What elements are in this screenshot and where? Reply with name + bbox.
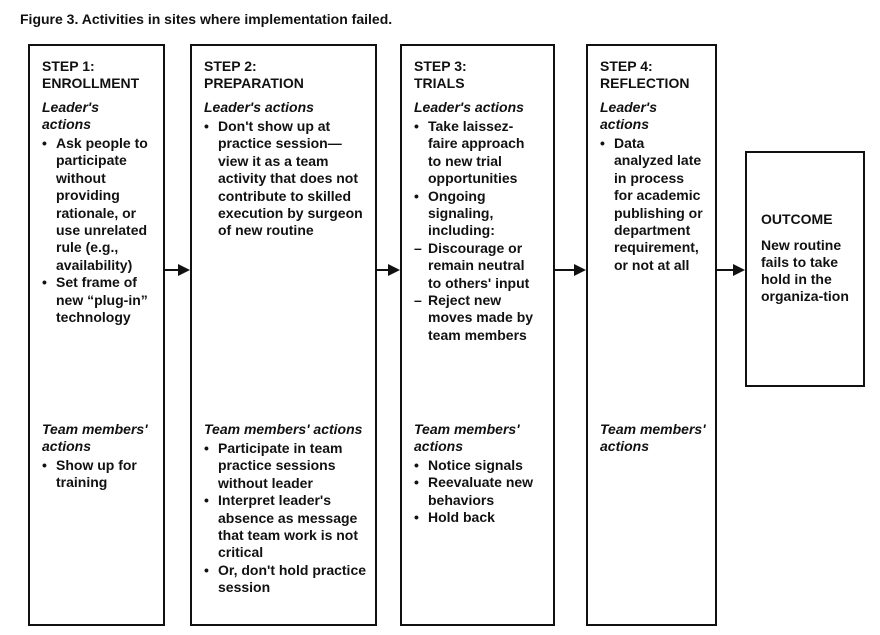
step-4-leader-label: Leader's actions [600, 99, 658, 132]
step-4-leader-item: • Data analyzed late in process for academic publishing or department requirement, or not at all [600, 135, 703, 274]
step-3-team-item: • Hold back [414, 509, 545, 526]
figure-title: Figure 3. Activities in sites where implementation failed. [20, 11, 393, 27]
step-2-team-item: • Or, don't hold practice session [204, 562, 367, 597]
step-1-leader-item: • Set frame of new “plug-in” technology [42, 274, 151, 326]
step-1-team-label: Team members' actions [42, 421, 148, 454]
arrow-step2-to-step3 [377, 264, 400, 276]
step-3-leader-item: • Ongoing signaling, including: [414, 188, 541, 240]
step-3-leader-item: – Discourage or remain neutral to others' input [414, 240, 541, 292]
step-2-team-item: • Participate in team practice sessions without leader [204, 440, 367, 492]
outcome-text: New routine fails to take hold in the organiza-tion [761, 237, 849, 304]
step-4-title: STEP 4: REFLECTION [600, 58, 690, 91]
step-3-leader-item: • Take laissez-faire approach to new trial opportunities [414, 118, 541, 188]
step-2-team-label: Team members' actions [204, 421, 363, 437]
step-2-title: STEP 2: PREPARATION [204, 58, 304, 91]
step-1-title: STEP 1: ENROLLMENT [42, 58, 140, 91]
step-1-leader-label: Leader's actions [42, 99, 100, 132]
step-1-team-item: • Show up for training [42, 457, 155, 492]
arrow-step1-to-step2 [165, 264, 190, 276]
step-1-leader-item: • Ask people to participate without providing rationale, or use unrelated rule (e.g., availability) [42, 135, 151, 274]
arrow-step4-to-outcome [717, 264, 745, 276]
step-3-team-item: • Reevaluate new behaviors [414, 474, 545, 509]
step-3-leader-item: – Reject new moves made by team members [414, 292, 541, 344]
outcome-title: OUTCOME [761, 211, 833, 227]
step-3-team-item: • Notice signals [414, 457, 545, 474]
step-3-team-label: Team members' actions [414, 421, 520, 454]
step-2-leader-item: • Don't show up at practice session—view it as a team activity that does not contribute to skilled execution by surgeon of new routine [204, 118, 363, 240]
step-4-team-label: Team members' actions [600, 421, 706, 454]
step-3-leader-label: Leader's actions [414, 99, 524, 115]
step-3-title: STEP 3: TRIALS [414, 58, 467, 91]
arrow-step3-to-step4 [555, 264, 586, 276]
step-2-team-item: • Interpret leader's absence as message that team work is not critical [204, 492, 367, 562]
step-2-leader-label: Leader's actions [204, 99, 314, 115]
